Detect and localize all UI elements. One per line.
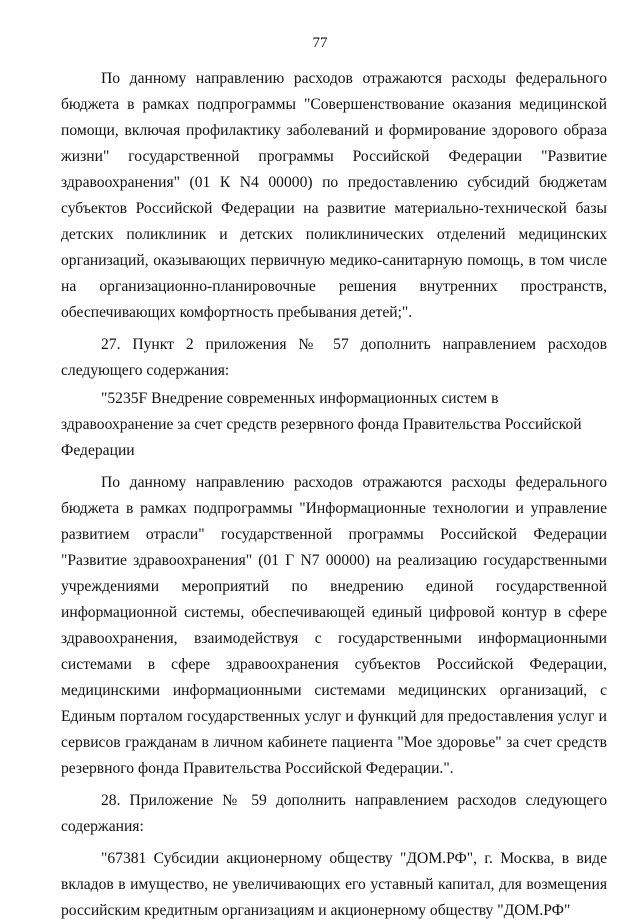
paragraph-67381-heading: "67381 Субсидии акционерному обществу "ДОМ.РФ", г. Москва, в виде вкладов в имущество, не увеличивающих его уставный капитал, для возмещения российским кредитным организациям и акционерному обществу "ДОМ.РФ" bbox=[61, 850, 607, 919]
paragraph-item-27: 27. Пункт 2 приложения № 57 дополнить направлением расходов следующего содержания: bbox=[61, 336, 607, 379]
page-number: 77 bbox=[312, 35, 328, 51]
document-body bbox=[61, 66, 607, 924]
paragraph-item-28: 28. Приложение № 59 дополнить направлением расходов следующего содержания: bbox=[61, 792, 607, 835]
paragraph-5235f-description: По данному направлению расходов отражаются расходы федерального бюджета в рамках подпрограммы "Информационные технологии и управление развитием отрасли" государственной программы Российской Федерации "Развитие здравоохранения" (01 Г N7 00000) на реализацию государственными учреждениями мероприятий по внедрению единой государственной информационной системы, обеспечивающей единый цифровой контур в сфере здравоохранения, взаимодействуя с государственными информационными системами в сфере здравоохранения субъектов Российской Федерации, медицинскими информационными системами медицинских организаций, с Единым порталом государственных услуг и функций для предоставления услуг и сервисов гражданам в личном кабинете пациента "Мое здоровье" за счет средств резервного фонда Правительства Российской Федерации.". bbox=[61, 474, 607, 777]
paragraph-5235f-heading: "5235F Внедрение современных информационных систем в здравоохранение за счет средств резервного фонда Правительства Российской Федерации bbox=[61, 390, 582, 459]
paragraph-1: По данному направлению расходов отражаются расходы федерального бюджета в рамках подпрограммы "Совершенствование оказания медицинской помощи, включая профилактику заболеваний и формирование здорового образа жизни" государственной программы Российской Федерации "Развитие здравоохранения" (01 К N4 00000) по предоставлению субсидий бюджетам субъектов Российской Федерации на развитие материально-технической базы детских поликлиник и детских поликлинических отделений медицинских организаций, оказывающих первичную медико-санитарную помощь, в том числе на организационно-планировочные решения внутренних пространств, обеспечивающих комфортность пребывания детей;". bbox=[61, 70, 607, 321]
